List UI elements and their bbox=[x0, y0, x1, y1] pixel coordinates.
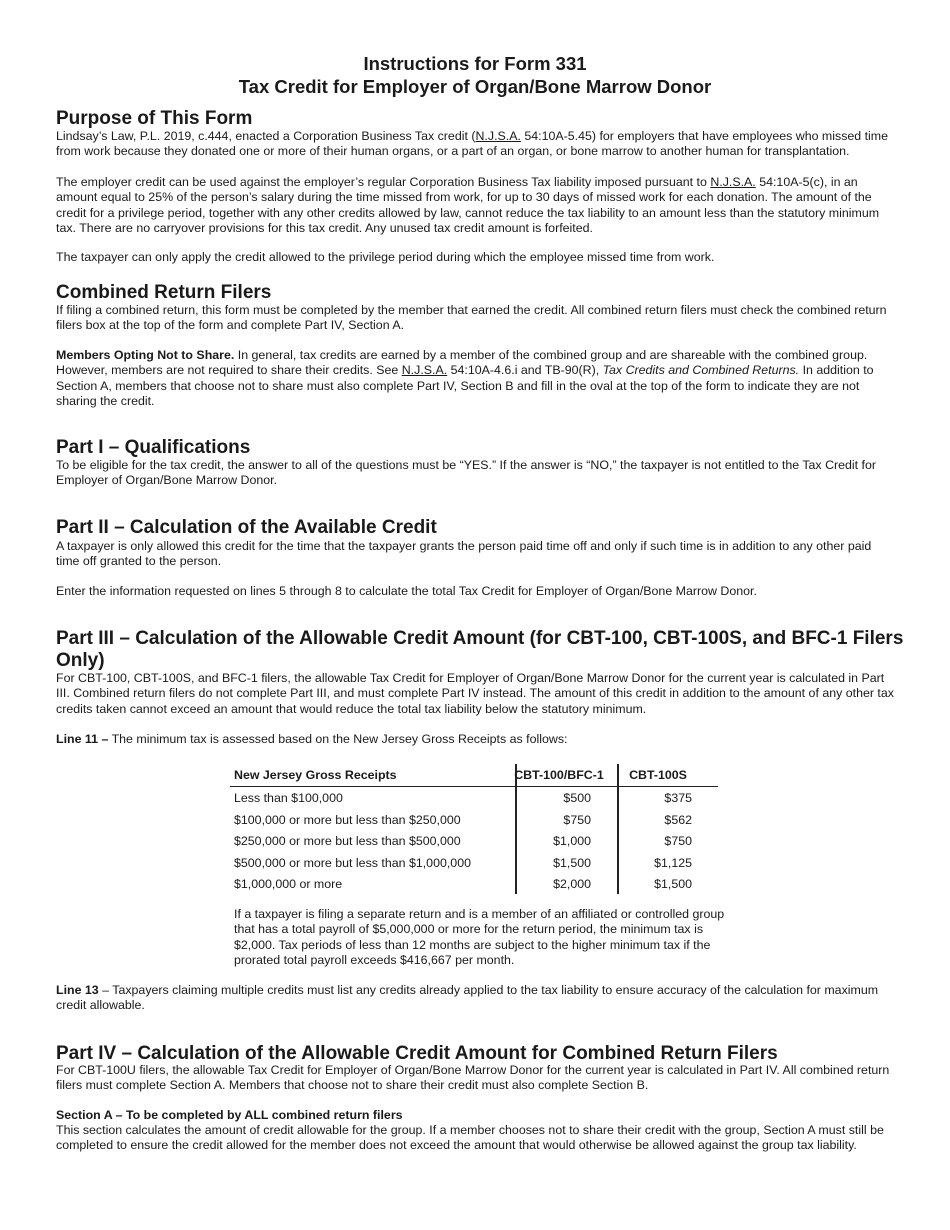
cell-cbt100: $2,000 bbox=[553, 877, 591, 892]
part2-paragraph-2: Enter the information requested on lines 5 through 8 to calculate the total Tax Credit for Employer of Organ/Bone Marrow Donor. bbox=[56, 584, 757, 598]
line13-paragraph bbox=[56, 983, 896, 1014]
section-a-heading: Section A – To be completed by ALL combined return filers bbox=[56, 1108, 403, 1122]
text: 54:10A-4.6.i and TB-90(R), bbox=[447, 363, 603, 378]
part4-paragraph: For CBT-100U filers, the allowable Tax Credit for Employer of Organ/Bone Marrow Donor for the current year is calculated in Part IV. All combined return filers must complete Section A. Members that choose not to share their credit must also complete Section B. bbox=[56, 1063, 890, 1093]
purpose-heading: Purpose of This Form bbox=[56, 108, 253, 129]
njsa-link: N.J.S.A. bbox=[710, 175, 756, 189]
text: Lindsay’s Law, P.L. 2019, c.444, enacted a Corporation Business Tax credit ( bbox=[56, 129, 476, 143]
cell-receipts: $500,000 or more but less than $1,000,000 bbox=[234, 855, 471, 870]
cell-cbt100s: $750 bbox=[664, 834, 692, 849]
combined-paragraph-1: If filing a combined return, this form must be completed by the member that earned the credit. All combined return filers must check the combined return filers box at the top of the form and complete Part IV, Section A. bbox=[56, 303, 887, 333]
cell-receipts: Less than $100,000 bbox=[234, 791, 343, 805]
table-note: If a taxpayer is filing a separate return and is a member of an affiliated or controlled group that has a total payroll of $5,000,000 or more for the return period, the minimum tax is $2,000. Tax periods of less than 12 months are subject to the higher minimum tax if the prorated total payroll exceeds $416,667 per month. bbox=[234, 907, 725, 967]
section-a-paragraph: This section calculates the amount of credit allowable for the group. If a member chooses not to share their credit with the group, Section A must still be completed to ensure the credit allowed for the member does not exceed the amount that would otherwise be allowed against the group tax liability. bbox=[56, 1123, 884, 1153]
cell-cbt100s: $1,500 bbox=[654, 877, 692, 892]
members-opting-label: Members Opting Not to Share. bbox=[56, 348, 235, 362]
cell-cbt100: $750 bbox=[563, 812, 591, 827]
header-cbt100s: CBT-100S bbox=[629, 768, 687, 782]
purpose-paragraph-2 bbox=[56, 175, 896, 236]
table-header bbox=[230, 764, 718, 787]
cell-cbt100s: $375 bbox=[664, 791, 692, 805]
text: – Taxpayers claiming multiple credits must list any credits already applied to the tax liability to ensure accuracy of the calculation for maximum credit allowable. bbox=[56, 983, 879, 1013]
cell-cbt100: $1,500 bbox=[553, 855, 591, 870]
table-row bbox=[230, 830, 718, 852]
table-row bbox=[230, 809, 718, 831]
combined-heading: Combined Return Filers bbox=[56, 282, 272, 303]
cell-cbt100s: $1,125 bbox=[654, 855, 692, 870]
text: 54:10A-5.45) for employers that have employees who missed time from work because they donated one or more of their human organs, or a part of an organ, or bone marrow to another human for transplantation. bbox=[56, 129, 889, 159]
cell-cbt100s: $562 bbox=[664, 812, 692, 827]
line11-paragraph bbox=[56, 732, 896, 747]
table-row bbox=[230, 873, 718, 895]
table-row bbox=[230, 852, 718, 874]
title-line-2: Tax Credit for Employer of Organ/Bone Marrow Donor bbox=[238, 76, 712, 97]
purpose-paragraph-3: The taxpayer can only apply the credit allowed to the privilege period during which the employee missed time from work. bbox=[56, 250, 715, 264]
combined-paragraph-2 bbox=[56, 348, 896, 409]
cell-receipts: $250,000 or more but less than $500,000 bbox=[234, 834, 461, 849]
line13-label: Line 13 bbox=[56, 983, 99, 997]
text: The minimum tax is assessed based on the New Jersey Gross Receipts as follows: bbox=[108, 732, 568, 746]
minimum-tax-table bbox=[230, 764, 718, 895]
text: The employer credit can be used against the employer’s regular Corporation Business Tax liability imposed pursuant to bbox=[56, 175, 711, 189]
njsa-link: N.J.S.A. bbox=[401, 363, 448, 378]
cell-cbt100: $1,000 bbox=[553, 834, 591, 849]
cell-receipts: $1,000,000 or more bbox=[234, 877, 343, 892]
header-gross-receipts: New Jersey Gross Receipts bbox=[234, 768, 397, 782]
header-cbt100: CBT-100/BFC-1 bbox=[514, 768, 604, 782]
part4-heading: Part IV – Calculation of the Allowable Credit Amount for Combined Return Filers bbox=[56, 1043, 778, 1064]
njsa-link: N.J.S.A. bbox=[475, 129, 521, 143]
part1-paragraph: To be eligible for the tax credit, the answer to all of the questions must be “YES.” If the answer is “NO,” the taxpayer is not entitled to the Tax Credit for Employer of Organ/Bone Marrow Donor. bbox=[56, 458, 877, 488]
part2-paragraph-1: A taxpayer is only allowed this credit for the time that the taxpayer grants the person paid time off and only if such time is in addition to any other paid time off granted to the person. bbox=[56, 539, 872, 569]
document-title bbox=[0, 52, 950, 98]
part2-heading: Part II – Calculation of the Available Credit bbox=[56, 517, 437, 538]
cell-receipts: $100,000 or more but less than $250,000 bbox=[234, 812, 461, 827]
text: In general, tax credits are earned by a member of the combined group and are shareable with the combined group. However, members are not required to share their credits. See bbox=[56, 348, 868, 378]
title-line-1: Instructions for Form 331 bbox=[363, 53, 587, 74]
text: In addition to Section A, members that choose not to share must also complete Part IV, Section B and fill in the oval at the top of the form to indicate they are not sharing the credit. bbox=[56, 363, 874, 408]
table-row bbox=[230, 787, 718, 809]
part3-paragraph: For CBT-100, CBT-100S, and BFC-1 filers, the allowable Tax Credit for Employer of Organ/Bone Marrow Donor for the current year is calculated in Part III. Combined return filers do not complete Part III, and must complete Part IV instead. The amount of this credit in addition to the amount of any other tax credits taken cannot exceed an amount that would reduce the total tax liability below the statutory minimum. bbox=[56, 671, 894, 716]
cell-cbt100: $500 bbox=[563, 791, 591, 805]
line11-label: Line 11 – bbox=[56, 732, 109, 746]
publication-title: Tax Credits and Combined Returns. bbox=[602, 363, 800, 378]
part1-heading: Part I – Qualifications bbox=[56, 437, 251, 458]
text: 54:10A-5(c), in an amount equal to 25% of the person’s salary during the time missed from work, for up to 30 days of missed work for each donation. The amount of the credit for a privilege period, together with any other credits allowed by law, cannot reduce the tax liability to an amount less than the statutory minimum tax. There are no carryover provisions for this tax credit. Any unused tax credit amount is forfeited. bbox=[56, 175, 880, 235]
part3-heading: Part III – Calculation of the Allowable Credit Amount (for CBT-100, CBT-100S, and BFC-1 Filers Only) bbox=[56, 628, 904, 671]
purpose-paragraph-1 bbox=[56, 129, 896, 160]
